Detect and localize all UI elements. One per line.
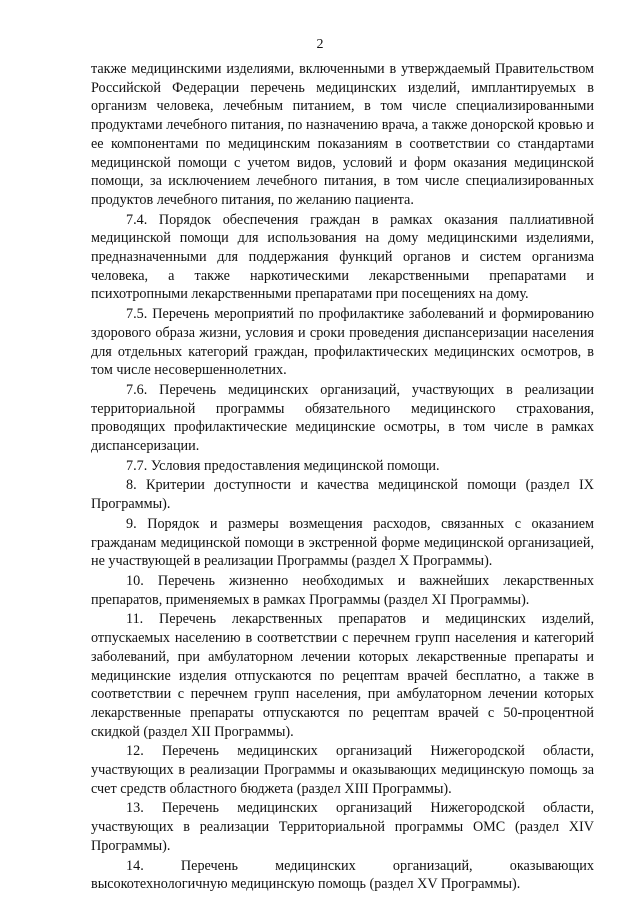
paragraph-10: 10. Перечень жизненно необходимых и важнейших лекарственных препаратов, применяемых в рамках Программы (раздел XI Программы). [91,572,594,608]
paragraph-11: 11. Перечень лекарственных препаратов и медицинских изделий, отпускаемых населению в соответствии с перечнем групп населения и категорий заболеваний, при амбулаторном лечении которых лекарственные препараты и медицинские изделия отпускаются по рецептам врачей бесплатно, а также в соответствии с перечнем групп населения, при амбулаторном лечении которых лекарственные препараты отпускаются по рецептам врачей с 50-процентной скидкой (раздел XII Программы). [91,611,594,740]
document-body [91,60,594,895]
paragraph-9: 9. Порядок и размеры возмещения расходов, связанных с оказанием гражданам медицинской помощи в экстренной форме медицинской организацией, не участвующей в реализации Программы (раздел X Программы). [91,515,594,570]
paragraph-8: 8. Критерии доступности и качества медицинской помощи (раздел IX Программы). [91,477,594,513]
paragraph-14: 14. Перечень медицинских организаций, оказывающих высокотехнологичную медицинскую помощь (раздел XV Программы). [91,857,594,893]
paragraph-13: 13. Перечень медицинских организаций Нижегородской области, участвующих в реализации Территориальной программы ОМС (раздел XIV Программы). [91,800,594,854]
paragraph-7-7: 7.7. Условия предоставления медицинской помощи. [126,457,440,474]
paragraph-7-6: 7.6. Перечень медицинских организаций, участвующих в реализации территориальной программы обязательного медицинского страхования, проводящих профилактические медицинские осмотры, в том числе в рамках диспансеризации. [91,381,594,455]
page-number: 2 [316,37,324,52]
paragraph-7-5: 7.5. Перечень мероприятий по профилактике заболеваний и формированию здорового образа жизни, условия и сроки проведения диспансеризации населения для отдельных категорий граждан, профилактических медицинских осмотров, в том числе несовершеннолетних. [91,306,594,379]
paragraph-continuation: также медицинскими изделиями, включенными в утверждаемый Правительством Российской Федерации перечень медицинских изделий, имплантируемых в организм человека, лечебным питанием, в том числе специализированными продуктами лечебного питания, по назначению врача, а также донорской кровью и ее компонентами по медицинским показаниям в соответствии со стандартами медицинской помощи с учетом видов, условий и форм оказания медицинской помощи, за исключением лечебного питания, в том числе специализированных продуктов лечебного питания, по желанию пациента. [91,61,594,208]
paragraph-7-4: 7.4. Порядок обеспечения граждан в рамках оказания паллиативной медицинской помощи для использования на дому медицинскими изделиями, предназначенными для поддержания функций органов и систем организма человека, а также наркотическими лекарственными препаратами и психотропными лекарственными препаратами при посещениях на дому. [91,211,594,303]
paragraph-12: 12. Перечень медицинских организаций Нижегородской области, участвующих в реализации Программы и оказывающих медицинскую помощь за счет средств областного бюджета (раздел XIII Программы). [91,743,594,797]
